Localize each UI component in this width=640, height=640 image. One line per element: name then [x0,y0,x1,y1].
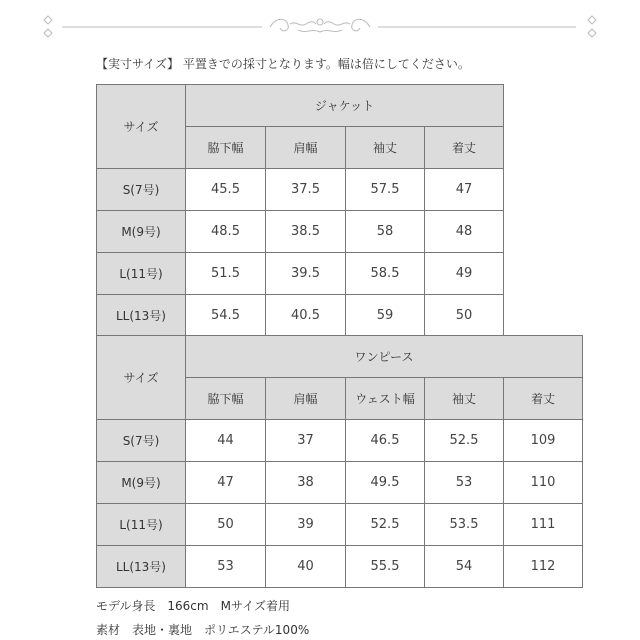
material-info: 素材 表地・裏地 ポリエステル100% [96,623,310,637]
table-cell: 55.5 [346,546,425,588]
column-header: 脇下幅 [186,378,266,420]
table-cell: 39.5 [266,253,346,295]
table-cell: 111 [504,504,583,546]
table-cell: 52.5 [346,504,425,546]
size-label: S(7号) [97,169,186,211]
table-cell: 51.5 [186,253,266,295]
size-label: LL(13号) [97,546,186,588]
size-header: サイズ [97,336,186,420]
table-cell: 40.5 [266,295,346,337]
onepiece-size-table [96,335,583,588]
table-cell: 37 [266,420,346,462]
column-header: 肩幅 [266,127,346,169]
table-cell: 110 [504,462,583,504]
table-cell: 38.5 [266,211,346,253]
column-header: 袖丈 [346,127,425,169]
table-cell: 37.5 [266,169,346,211]
size-header: サイズ [97,85,186,169]
measurement-caption: 【実寸サイズ】 平置きでの採寸となります。幅は倍にしてください。 [96,57,470,71]
table-cell: 38 [266,462,346,504]
table-cell: 58 [346,211,425,253]
size-label: S(7号) [97,420,186,462]
table-cell: 44 [186,420,266,462]
column-header: 着丈 [425,127,504,169]
onepiece-group-title: ワンピース [186,336,583,378]
size-label: M(9号) [97,462,186,504]
table-cell: 54.5 [186,295,266,337]
table-cell: 40 [266,546,346,588]
table-cell: 50 [186,504,266,546]
table-cell: 47 [425,169,504,211]
table-cell: 57.5 [346,169,425,211]
table-cell: 53 [186,546,266,588]
column-header: ウェスト幅 [346,378,425,420]
table-cell: 48 [425,211,504,253]
model-info: モデル身長 166cm Mサイズ着用 [96,599,290,613]
table-cell: 112 [504,546,583,588]
table-row [97,253,504,295]
table-cell: 52.5 [425,420,504,462]
table-cell: 53 [425,462,504,504]
table-cell: 46.5 [346,420,425,462]
table-row [97,420,583,462]
table-row [97,462,583,504]
table-cell: 54 [425,546,504,588]
table-cell: 49 [425,253,504,295]
table-cell: 58.5 [346,253,425,295]
column-header: 肩幅 [266,378,346,420]
decorative-divider [0,0,640,50]
table-row [97,169,504,211]
table-cell: 49.5 [346,462,425,504]
size-label: L(11号) [97,253,186,295]
size-label: L(11号) [97,504,186,546]
jacket-size-table [96,84,504,337]
size-label: LL(13号) [97,295,186,337]
table-cell: 109 [504,420,583,462]
table-row [97,211,504,253]
table-row [97,295,504,337]
table-cell: 39 [266,504,346,546]
table-cell: 47 [186,462,266,504]
column-header: 袖丈 [425,378,504,420]
table-row [97,546,583,588]
size-label: M(9号) [97,211,186,253]
column-header: 着丈 [504,378,583,420]
table-cell: 50 [425,295,504,337]
table-cell: 53.5 [425,504,504,546]
table-row [97,504,583,546]
table-cell: 59 [346,295,425,337]
table-cell: 48.5 [186,211,266,253]
column-header: 脇下幅 [186,127,266,169]
table-cell: 45.5 [186,169,266,211]
jacket-group-title: ジャケット [186,85,504,127]
